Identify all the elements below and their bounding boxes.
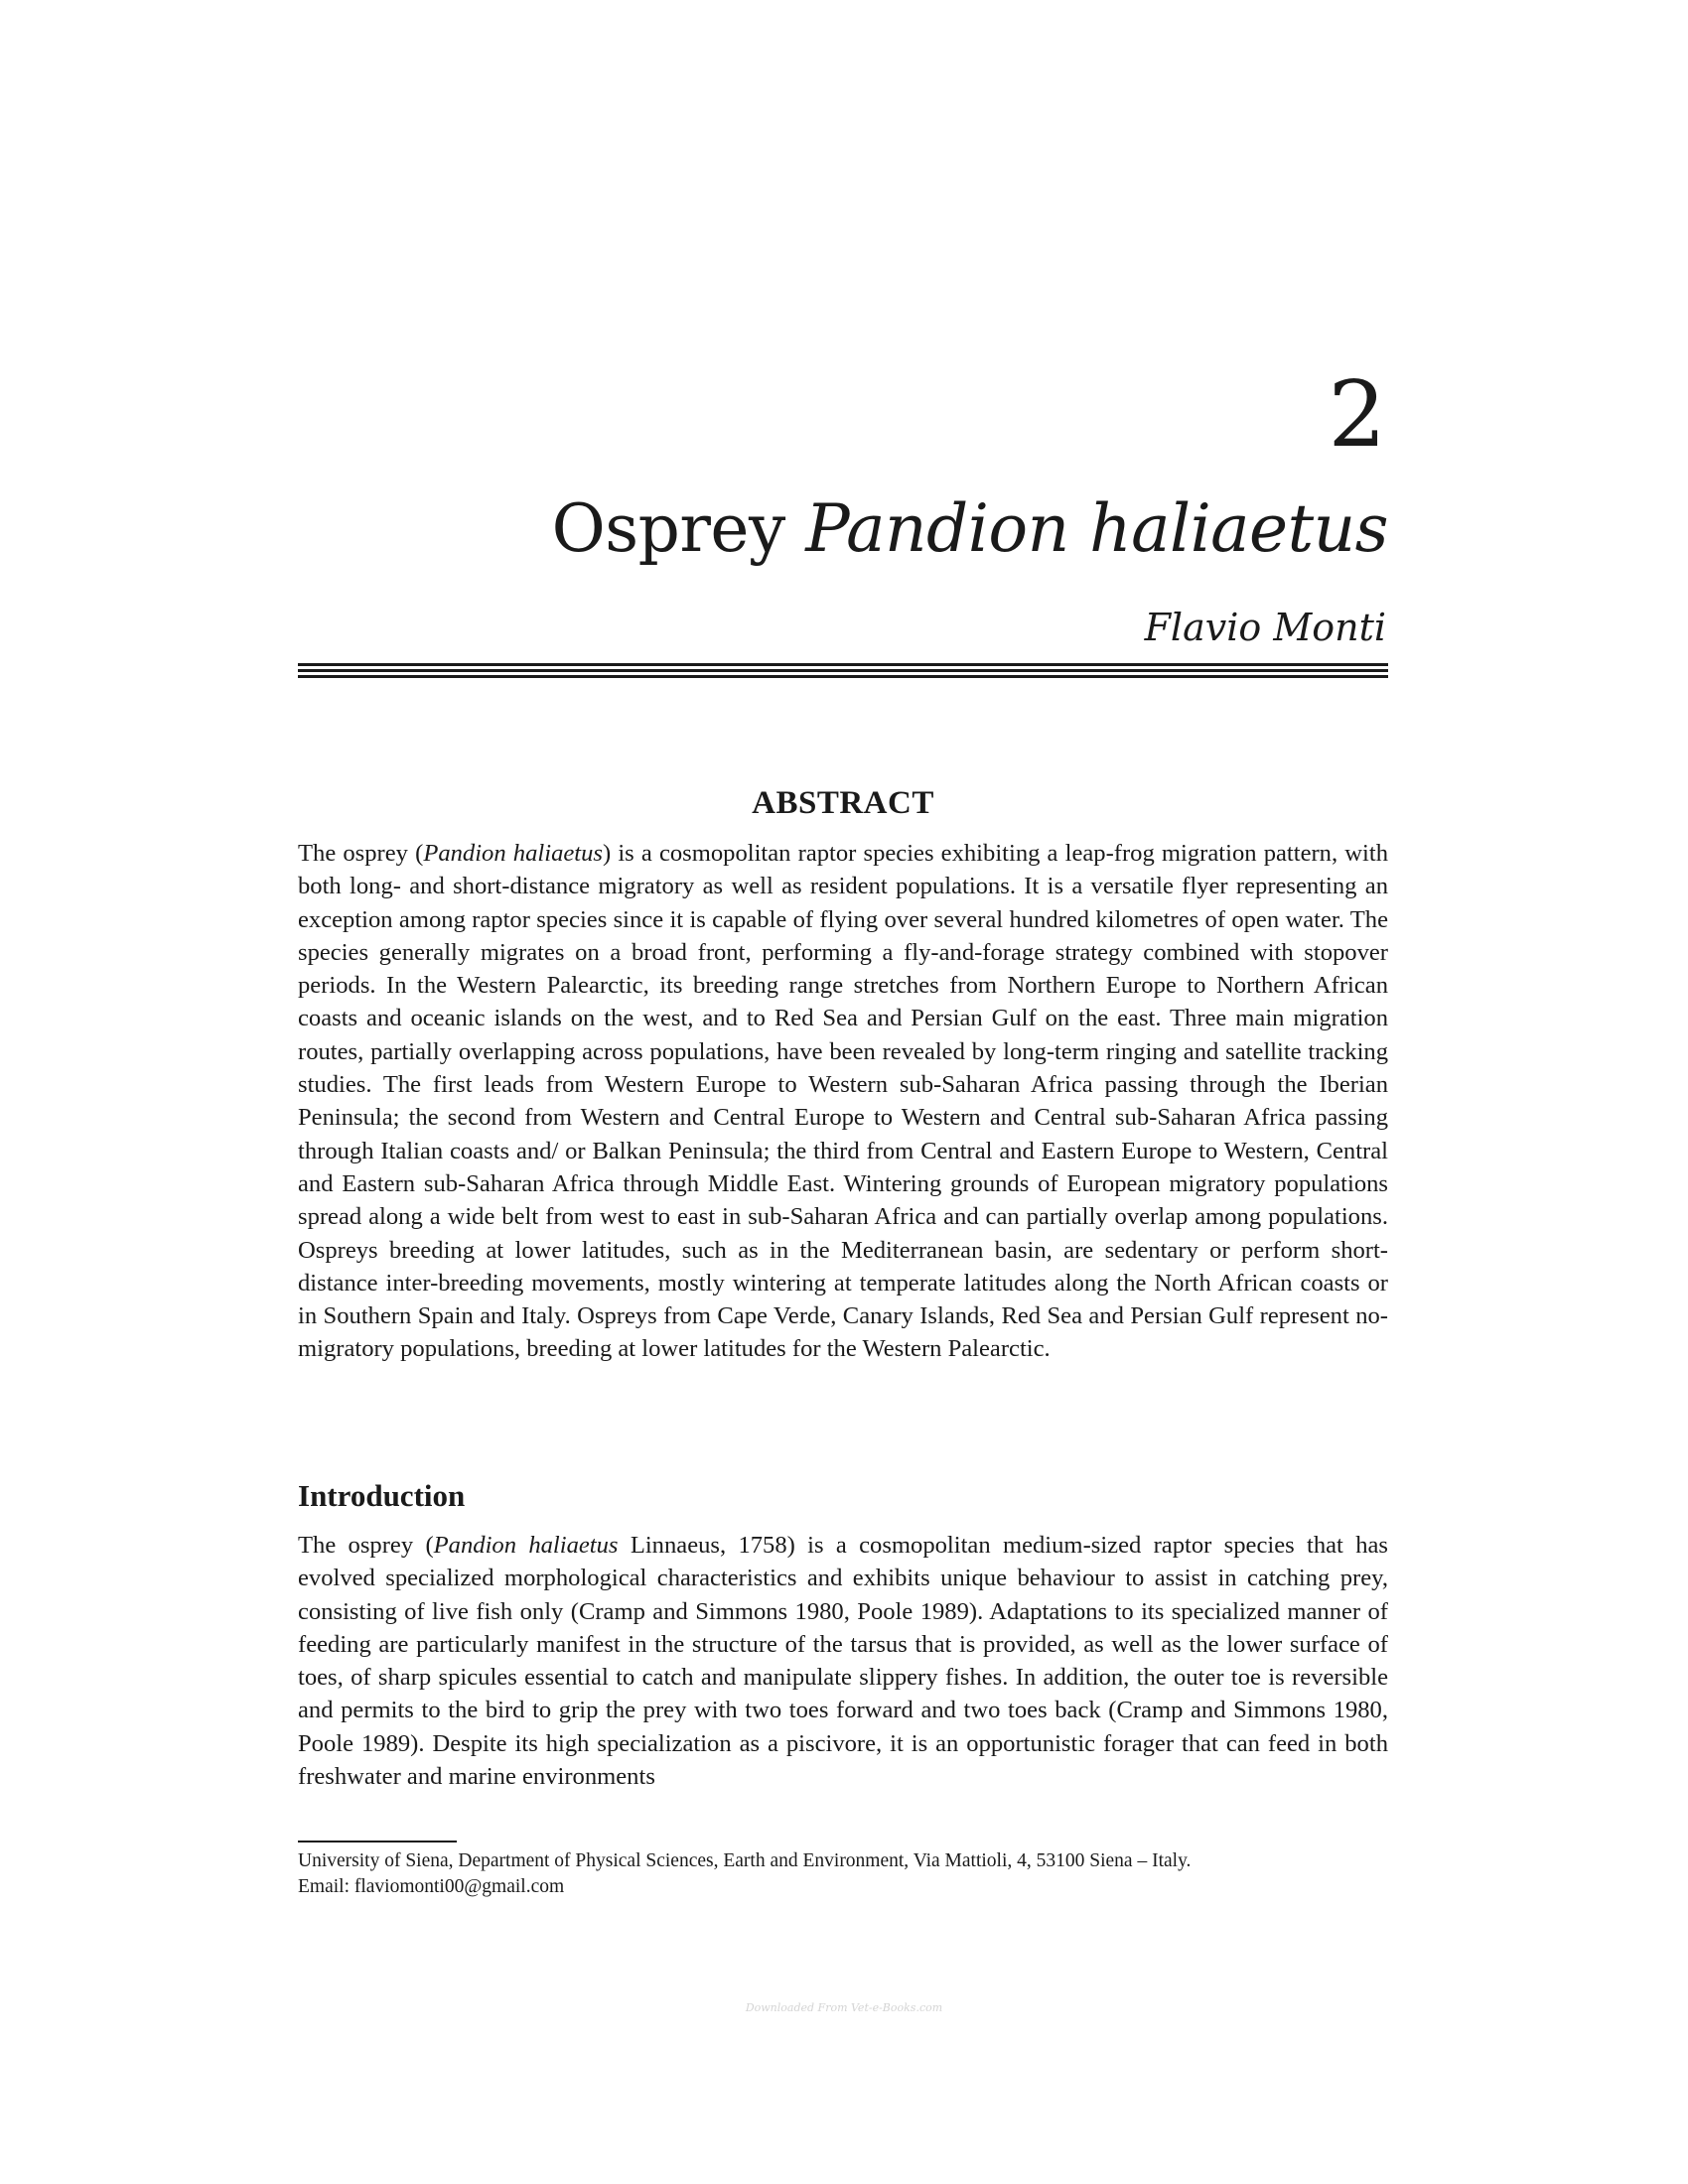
introduction-paragraph (298, 1529, 1388, 1793)
chapter-title-common: Osprey (551, 490, 785, 567)
abstract-heading: ABSTRACT (752, 785, 934, 821)
footnote-email: Email: flaviomonti00@gmail.com (298, 1876, 565, 1897)
author-name: Flavio Monti (1144, 606, 1386, 649)
abstract-text: ) is a cosmopolitan raptor species exhibiting a leap-frog migration pattern, with both long- and short-distance migratory as well as resident populations. It is a versatile flyer representing an exception among raptor species since it is capable of flying over several hundred kilometres of open water. The species generally migrates on a broad front, performing a fly-and-forage strategy combined with stopover periods. In the Western Palearctic, its breeding range stretches from Northern Europe to Northern African coasts and oceanic islands on the west, and to Red Sea and Persian Gulf on the east. Three main migration routes, partially overlapping across populations, have been revealed by long-term ringing and satellite tracking studies. The first leads from Western Europe to Western sub-Saharan Africa passing through the Iberian Peninsula; the second from Western and Central Europe to Western and Central sub-Saharan Africa passing through Italian coasts and/ or Balkan Peninsula; the third from Central and Eastern Europe to Western, Central and Eastern sub-Saharan Africa through Middle East. Wintering grounds of European migratory populations spread along a wide belt from west to east in sub-Saharan Africa and can partially overlap among populations. Ospreys breeding at lower latitudes, such as in the Mediterranean basin, are sedentary or perform short-distance inter-breeding movements, mostly wintering at temperate latitudes along the North African coasts or in Southern Spain and Italy. Ospreys from Cape Verde, Canary Islands, Red Sea and Persian Gulf represent no-migratory populations, breeding at lower latitudes for the Western Palearctic. (298, 840, 1388, 1363)
introduction-text: Linnaeus, 1758) is a cosmopolitan medium-sized raptor species that has evolved specialized morphological characteristics and exhibits unique behaviour to assist in catching prey, consisting of live fish only (Cramp and Simmons 1980, Poole 1989). Adaptations to its specialized manner of feeding are particularly manifest in the structure of the tarsus that is provided, as well as the lower surface of toes, of sharp spicules essential to catch and manipulate slippery fishes. In addition, the outer toe is reversible and permits to the bird to grip the prey with two toes forward and two toes back (Cramp and Simmons 1980, Poole 1989). Despite its high specialization as a piscivore, it is an opportunistic forager that can feed in both freshwater and marine environments (298, 1532, 1388, 1791)
abstract-lead: The osprey ( (298, 840, 424, 867)
rule-line (298, 675, 1388, 678)
introduction-heading: Introduction (298, 1478, 466, 1513)
chapter-title (551, 490, 1388, 567)
rule-line (298, 663, 1388, 666)
footnote-rule (298, 1841, 457, 1843)
footnote (298, 1848, 1388, 1900)
chapter-title-scientific: Pandion haliaetus (805, 490, 1388, 567)
chapter-number: 2 (1328, 361, 1386, 468)
introduction-species: Pandion haliaetus (433, 1532, 619, 1559)
title-rule (298, 663, 1388, 681)
abstract-species: Pandion haliaetus (423, 840, 603, 867)
abstract-paragraph (298, 837, 1388, 1366)
introduction-lead: The osprey ( (298, 1532, 434, 1559)
rule-line (298, 669, 1388, 672)
footnote-affiliation: University of Siena, Department of Physical Sciences, Earth and Environment, Via Mattioli, 4, 53100 Siena – Italy. (298, 1850, 1192, 1871)
watermark: Downloaded From Vet-e-Books.com (745, 2001, 943, 2014)
